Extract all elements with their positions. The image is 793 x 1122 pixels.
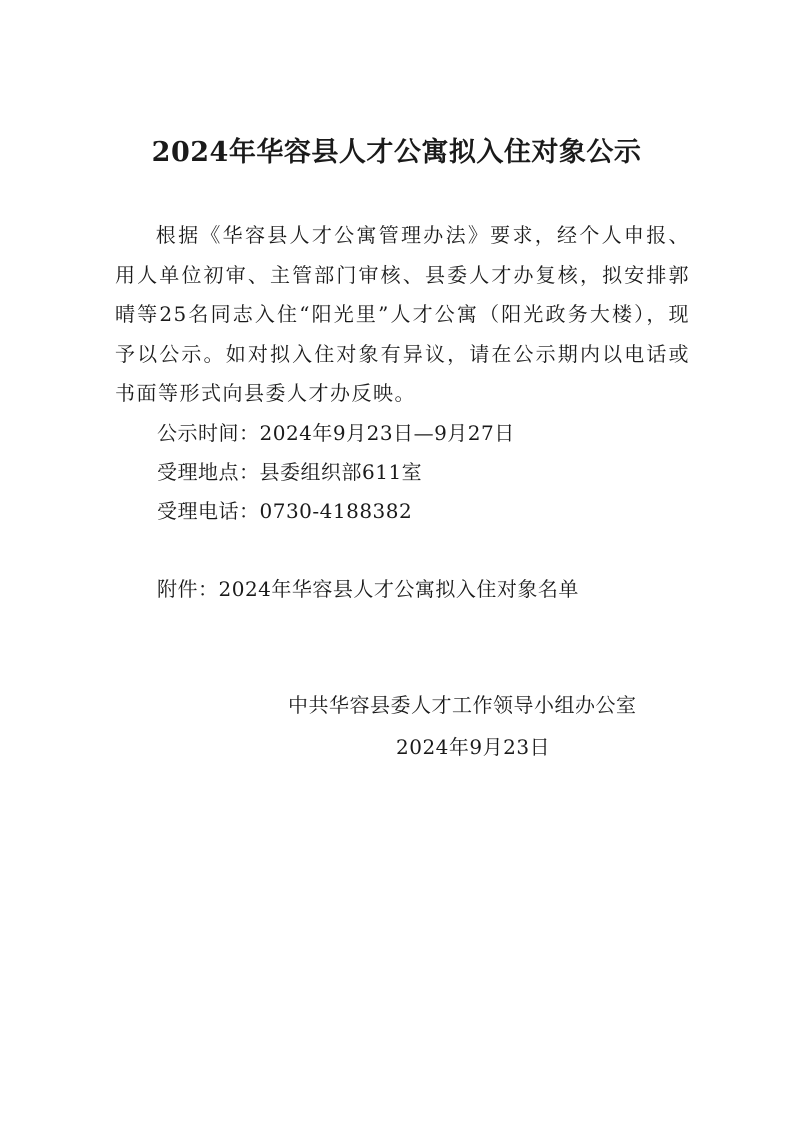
acceptance-location: 受理地点：县委组织部611室 bbox=[157, 460, 423, 484]
body-paragraph bbox=[115, 216, 690, 414]
publicity-time: 公示时间：2024年9月23日—9月27日 bbox=[157, 421, 515, 445]
acceptance-phone: 受理电话：0730-4188382 bbox=[157, 499, 413, 523]
document-title: 2024年华容县人才公寓拟入住对象公示 bbox=[151, 137, 642, 168]
body-paragraph-text: 根据《华容县人才公寓管理办法》要求，经个人申报、用人单位初审、主管部门审核、县委人才办复核，拟安排郭晴等25名同志入住“阳光里”人才公寓（阳光政务大楼），现予以公示。如对拟入住对象有异议，请在公示期内以电话或书面等形式向县委人才办反映。 bbox=[115, 223, 690, 405]
signature-date: 2024年9月23日 bbox=[396, 735, 551, 759]
attachment-line: 附件：2024年华容县人才公寓拟入住对象名单 bbox=[157, 577, 579, 601]
signature-organization: 中共华容县委人才工作领导小组办公室 bbox=[288, 693, 637, 717]
